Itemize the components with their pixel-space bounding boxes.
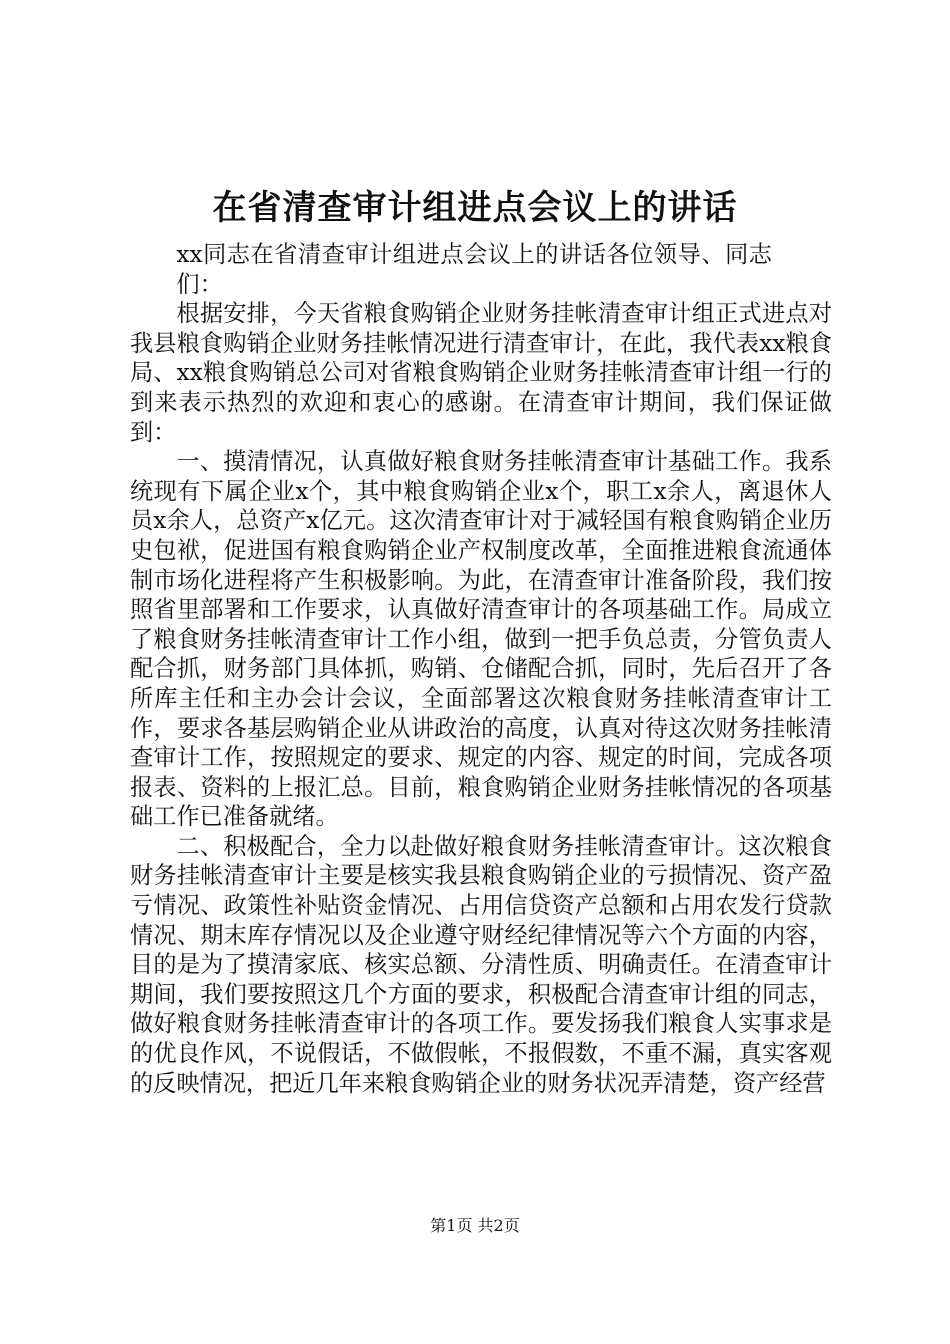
- body-paragraph-intro: 根据安排，今天省粮食购销企业财务挂帐清查审计组正式进点对我县粮食购销企业财务挂帐情况进行清查审计，在此，我代表xx粮食局、xx粮食购销总公司对省粮食购销企业财务挂帐清查审计组一行的到来表示热烈的欢迎和衷心的感谢。在清查审计期间，我们保证做到：: [130, 300, 832, 446]
- page-number-footer: 第1页 共2页: [430, 1216, 520, 1235]
- body-paragraph-section-one: 一、摸清情况，认真做好粮食财务挂帐清查审计基础工作。我系统现有下属企业x个，其中粮食购销企业x个，职工x余人，离退休人员x余人，总资产x亿元。这次清查审计对于减轻国有粮食购销企业历史包袱，促进国有粮食购销企业产权制度改革，全面推进粮食流通体制市场化进程将产生积极影响。为此，在清查审计准备阶段，我们按照省里部署和工作要求，认真做好清查审计的各项基础工作。局成立了粮食财务挂帐清查审计工作小组，做到一把手负总责，分管负责人配合抓，财务部门具体抓，购销、仓储配合抓，同时，先后召开了各所库主任和主办会计会议，全面部署这次粮食财务挂帐清查审计工作，要求各基层购销企业从讲政治的高度，认真对待这次财务挂帐清查审计工作，按照规定的要求、规定的内容、规定的时间，完成各项报表、资料的上报汇总。目前，粮食购销企业财务挂帐情况的各项基础工作已准备就绪。: [130, 448, 832, 831]
- document-body: [130, 240, 832, 1098]
- salutation-paragraph: xx同志在省清查审计组进点会议上的讲话各位领导、同志们：: [176, 241, 772, 298]
- body-paragraph-section-two: 二、积极配合，全力以赴做好粮食财务挂帐清查审计。这次粮食财务挂帐清查审计主要是核实我县粮食购销企业的亏损情况、资产盈亏情况、政策性补贴资金情况、占用信贷资产总额和占用农发行贷款情况、期末库存情况以及企业遵守财经纪律情况等六个方面的内容，目的是为了摸清家底、核实总额、分清性质、明确责任。在清查审计期间，我们要按照这几个方面的要求，积极配合清查审计组的同志，做好粮食财务挂帐清查审计的各项工作。要发扬我们粮食人实事求是的优良作风，不说假话，不做假帐，不报假数，不重不漏，真实客观的反映情况，把近几年来粮食购销企业的财务状况弄清楚，资产经营: [130, 832, 832, 1097]
- document-title: 在省清查审计组进点会议上的讲话: [212, 188, 738, 228]
